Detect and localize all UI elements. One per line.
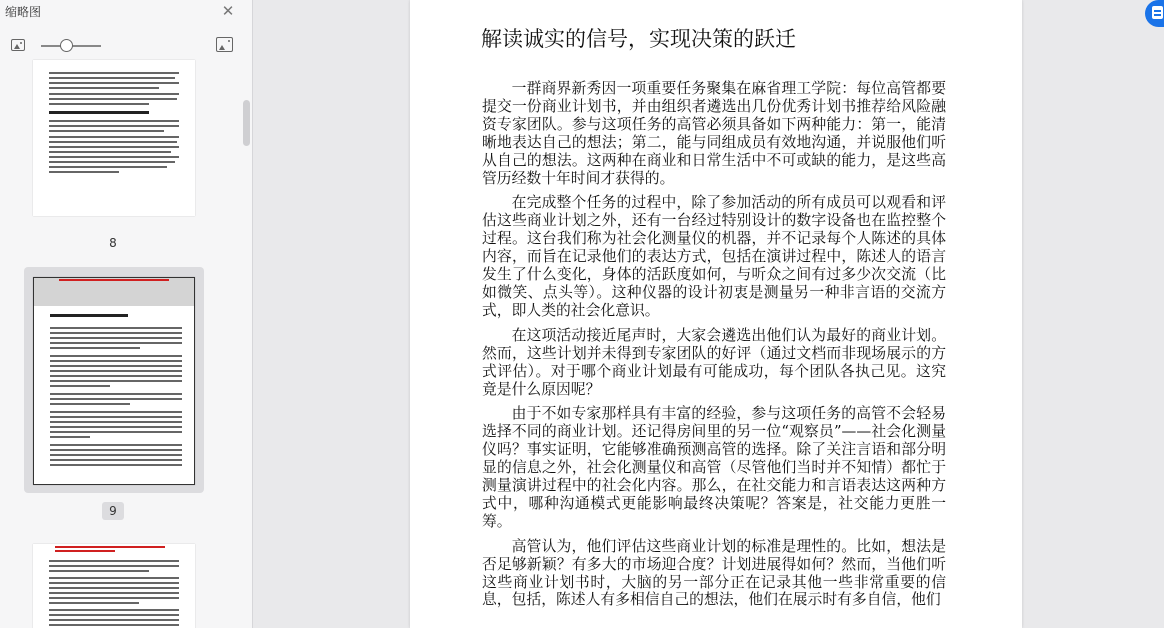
thumbnail-page-9[interactable] (24, 267, 204, 493)
floating-assistant-button[interactable] (1145, 0, 1164, 27)
thumbnail-size-toolbar (0, 32, 252, 60)
sidebar-scrollbar[interactable] (243, 100, 250, 146)
thumbnail-page-label: 9 (102, 502, 124, 520)
small-thumbnail-icon[interactable] (11, 39, 25, 51)
thumbnail-page-8[interactable] (24, 60, 204, 226)
thumbnail-page-label: 8 (109, 236, 117, 250)
thumbnail-sidebar (0, 0, 253, 628)
document-icon (1152, 6, 1163, 19)
thumbnail-page-10[interactable] (24, 534, 204, 628)
paragraph: 高管认为，他们评估这些商业计划的标准是理性的。比如，想法是否足够新颖？有多大的市场迎合度？计划进展得如何？然而，当他们听这些商业计划书时，大脑的另一部分正在记录其他一些非常重要的信息，包括，陈述人有多相信自己的想法，他们在展示时有多自信，他们 (482, 537, 946, 609)
document-body (482, 80, 946, 616)
paragraph: 在完成整个任务的过程中，除了参加活动的所有成员可以观看和评估这些商业计划之外，还有一台经过特别设计的数字设备也在监控整个过程。这台我们称为社会化测量仪的机器，并不记录每个人陈述的具体内容，而旨在记录他们的表达方式，包括在演讲过程中，陈述人的语言发生了什么变化，身体的活跃度如何，与听众之间有过多少次交流（比如微笑、点头等）。这种仪器的设计初衷是测量另一种非言语的交流方式，即人类的社会化意识。 (482, 194, 946, 319)
slider-knob[interactable] (60, 39, 73, 52)
sidebar-title: 缩略图 (5, 5, 42, 19)
paragraph: 在这项活动接近尾声时，大家会遴选出他们认为最好的商业计划。然而，这些计划并未得到专家团队的好评（通过文档而非现场展示的方式评估）。对于哪个商业计划最有可能成功，每个团队各执己见。这究竟是什么原因呢？ (482, 326, 946, 398)
page-title: 解读诚实的信号，实现决策的跃迁 (481, 27, 796, 51)
paragraph: 一群商界新秀因一项重要任务聚集在麻省理工学院：每位高管都要提交一份商业计划书，并由组织者遴选出几份优秀计划书推荐给风险融资专家团队。参与这项任务的高管必须具备如下两种能力：第一，能清晰地表达自己的想法；第二，能与同组成员有效地沟通，并说服他们听从自己的想法。这两种在商业和日常生活中不可或缺的能力，是这些高管历经数十年时间才获得的。 (482, 80, 946, 187)
thumbnail-image (33, 544, 195, 628)
thumbnail-image (33, 277, 195, 485)
thumbnail-image (33, 60, 195, 216)
paragraph: 由于不如专家那样具有丰富的经验，参与这项任务的高管不会轻易选择不同的商业计划。还记得房间里的另一位“观察员”——社会化测量仪吗？事实证明，它能够准确预测高管的选择。除了关注言语和部分明显的信息之外，社会化测量仪和高管（尽管他们当时并不知情）都忙于测量演讲过程中的社会化内容。那么，在社交能力和言语表达这两种方式中，哪种沟通模式更能影响最终决策呢？答案是，社交能力更胜一筹。 (482, 405, 946, 530)
document-page (410, 0, 1022, 628)
close-icon[interactable]: ✕ (221, 2, 235, 20)
large-thumbnail-icon[interactable] (216, 37, 233, 52)
sidebar-header (0, 0, 252, 24)
